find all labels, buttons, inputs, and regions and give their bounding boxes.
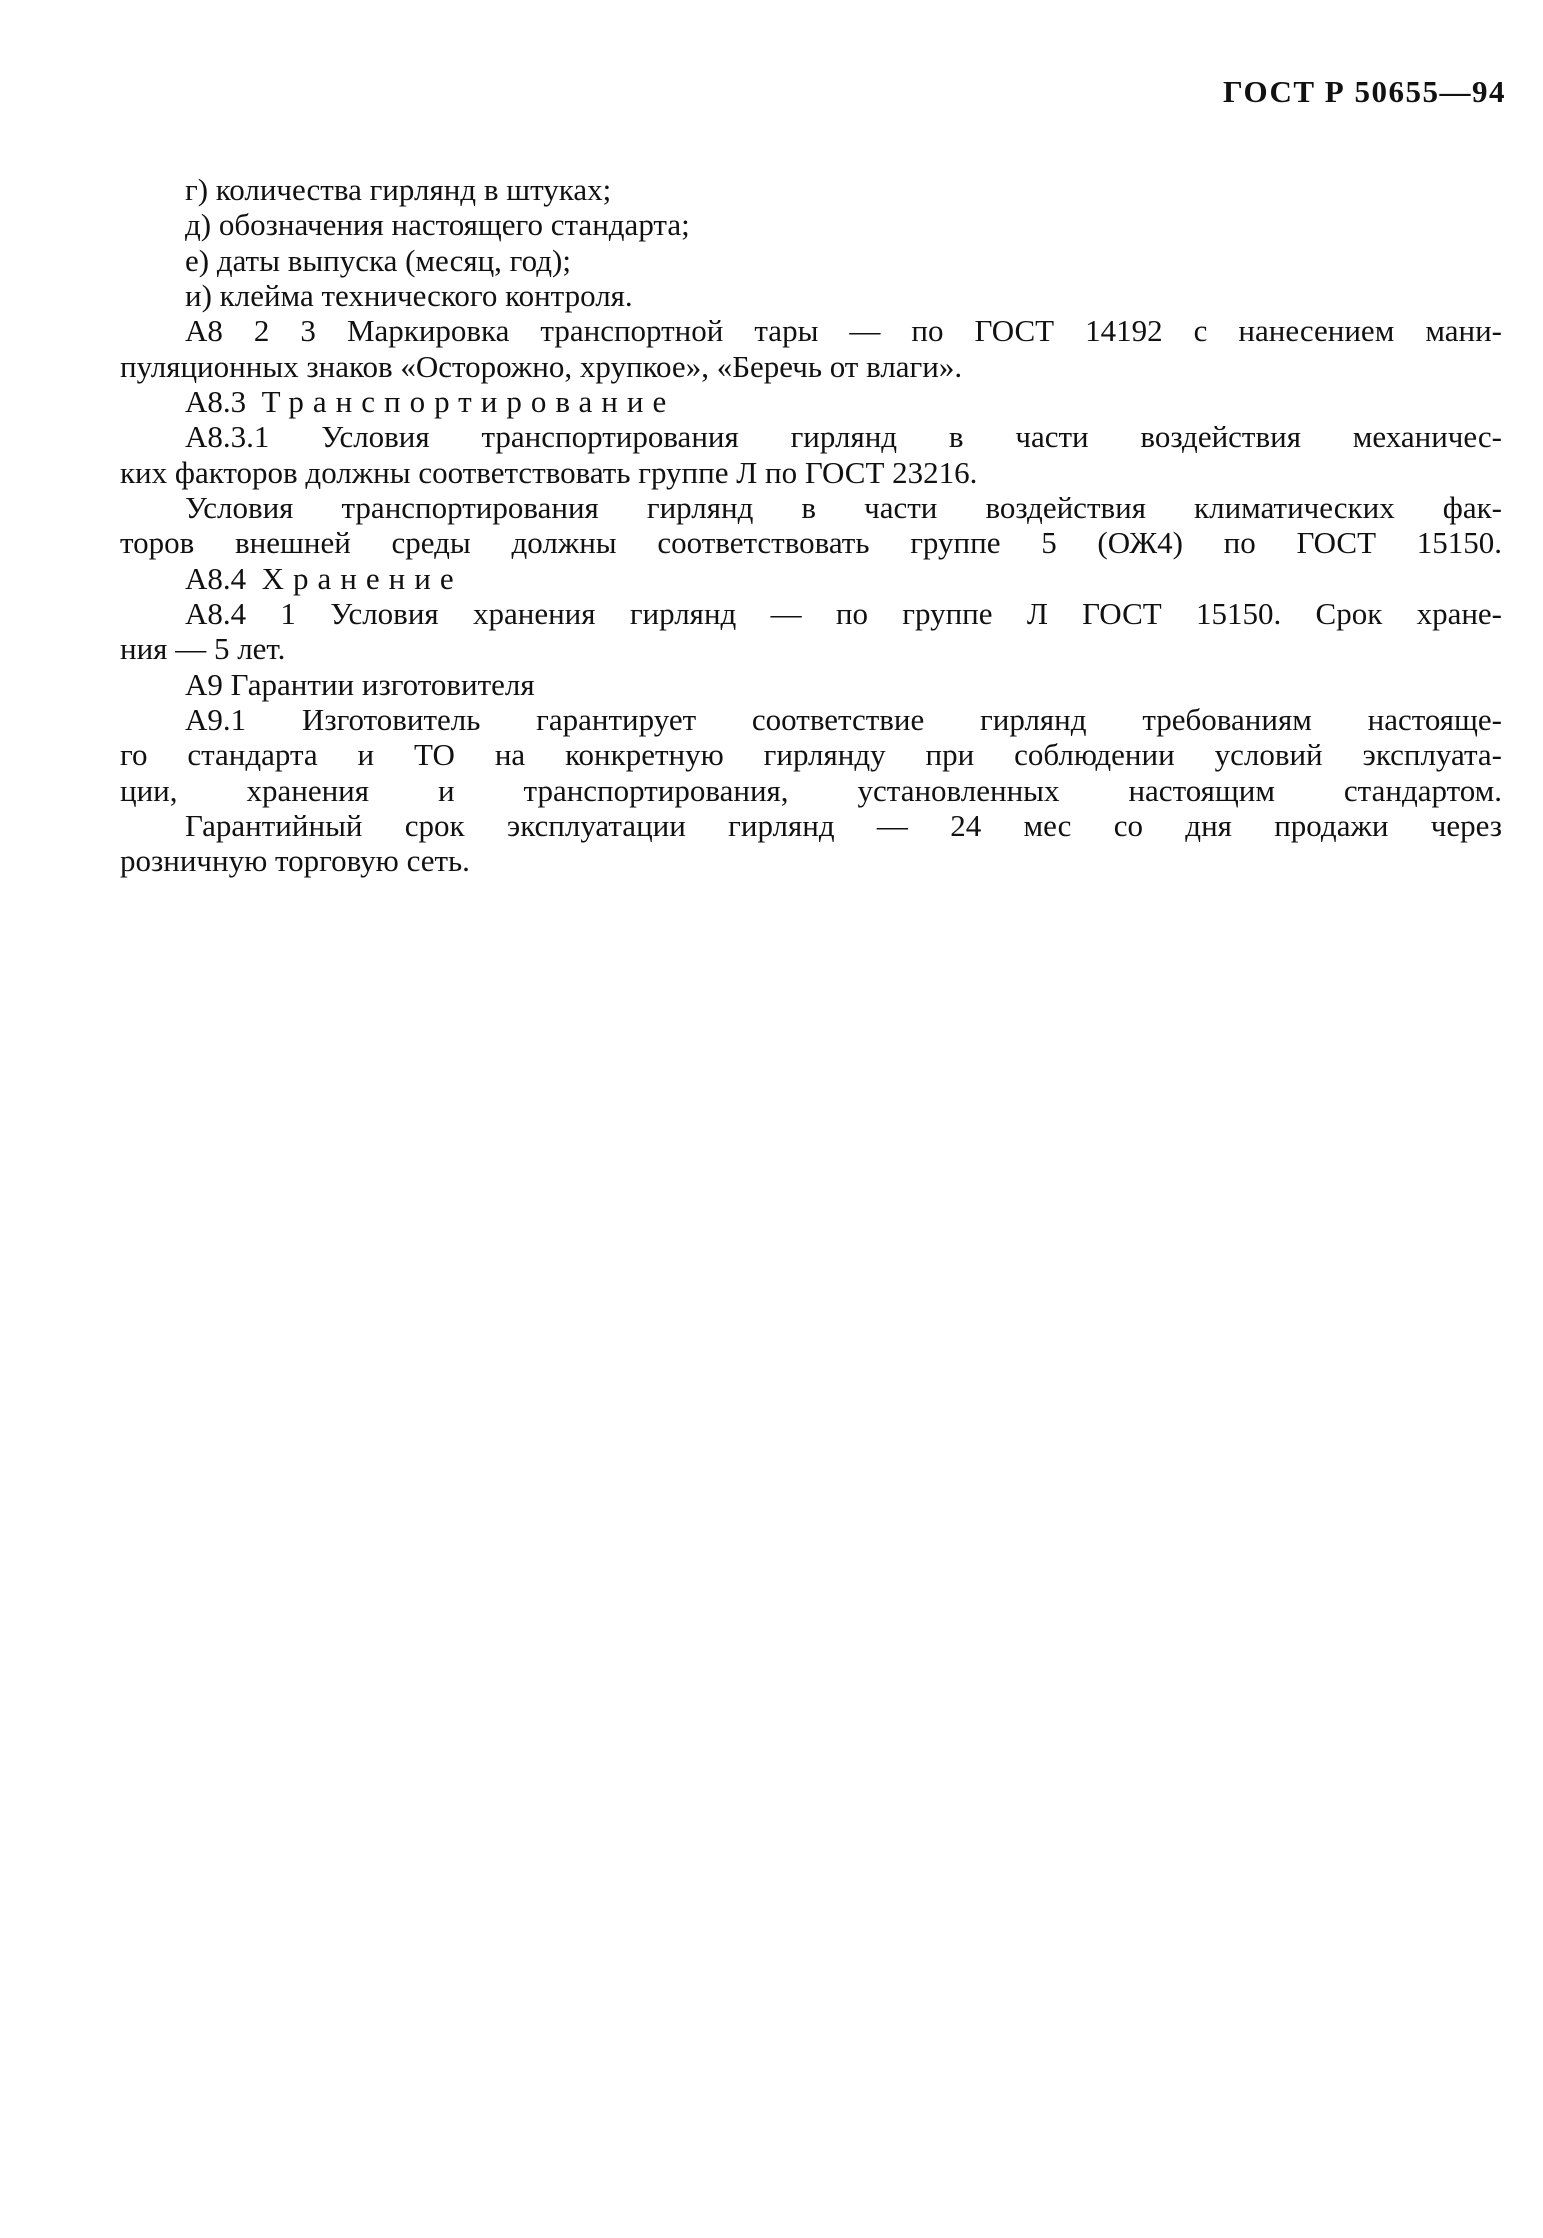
section-title: Хранение [261,561,463,596]
paragraph-line: Гарантийный срок эксплуатации гирлянд — 24 мес со дня продажи через [185,808,1502,843]
list-item-i: и) клейма технического контроля. [185,278,633,313]
paragraph-line: торов внешней среды должны соответствовать группе 5 (ОЖ4) по ГОСТ 15150. [120,525,1502,560]
list-item-g: г) количества гирлянд в штуках; [185,172,612,207]
paragraph-line: А8.3.1 Условия транспортирования гирлянд в части воздействия механичес- [185,419,1502,454]
paragraph-line: го стандарта и ТО на конкретную гирлянду при соблюдении условий эксплуата- [120,737,1502,772]
section-number: А8.4 [185,561,247,596]
paragraph-line: ции, хранения и транспортирования, установленных настоящим стандартом. [120,773,1502,808]
paragraph-line: А8 2 3 Маркировка транспортной тары — по ГОСТ 14192 с нанесением мани- [185,313,1502,348]
section-heading-a9: А9 Гарантии изготовителя [185,667,535,702]
list-item-d: д) обозначения настоящего стандарта; [185,207,690,242]
paragraph-line: ких факторов должны соответствовать группе Л по ГОСТ 23216. [120,455,978,490]
paragraph-line: А9.1 Изготовитель гарантирует соответствие гирлянд требованиям настояще- [185,702,1502,737]
paragraph-line: Условия транспортирования гирлянд в части воздействия климатических фак- [185,490,1502,525]
paragraph-line: пуляционных знаков «Осторожно, хрупкое», «Беречь от влаги». [120,349,963,384]
paragraph-line: розничную торговую сеть. [120,843,470,878]
list-item-e: е) даты выпуска (месяц, год); [185,243,571,278]
paragraph-line: А8.4 1 Условия хранения гирлянд — по группе Л ГОСТ 15150. Срок хране- [185,596,1502,631]
document-number-header: ГОСТ Р 50655—94 [1223,74,1506,109]
paragraph-line: ния — 5 лет. [120,631,286,666]
section-heading-a8-3 [185,384,1502,419]
section-number: А8.3 [185,384,247,419]
section-title: Транспортирование [261,384,676,419]
section-heading-a8-4 [185,561,1502,596]
